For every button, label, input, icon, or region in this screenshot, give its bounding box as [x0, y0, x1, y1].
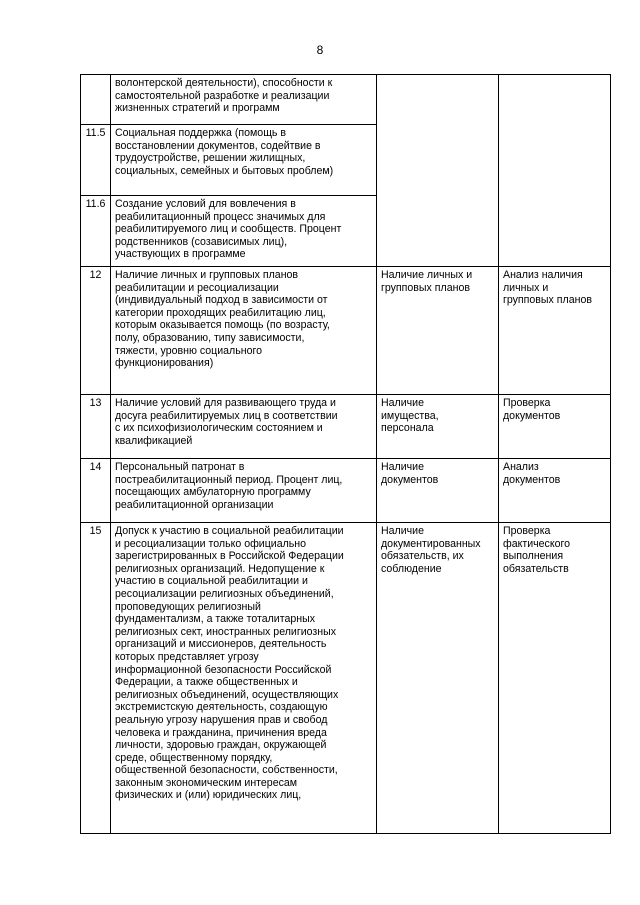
cell-line: Персональный патронат в	[115, 461, 245, 473]
table-row	[81, 267, 611, 395]
cell-line: личных и	[503, 281, 549, 294]
cell-line: Наличие личных и групповых планов	[115, 269, 299, 281]
cell-line: Допуск к участию в социальной реабилитации	[115, 525, 344, 537]
cell-line: Проверка	[503, 397, 551, 409]
cell-line: среде, общественному порядку,	[115, 751, 273, 764]
cell-line: документированных	[381, 537, 481, 550]
row-number: 15	[81, 523, 111, 834]
criterion-description	[111, 125, 377, 196]
cell-line: посещающих амбулаторную программу	[115, 486, 311, 499]
row-number: 13	[81, 395, 111, 459]
row-number: 12	[81, 267, 111, 395]
cell-line: (индивидуальный подход в зависимости от	[115, 294, 328, 307]
cell-line: полу, образованию, типу зависимости,	[115, 331, 305, 344]
cell-line: групповых планов	[381, 281, 470, 294]
cell-line: волонтерской деятельности), способности к	[115, 77, 333, 89]
cell-line: жизненных стратегий и программ	[115, 102, 280, 115]
cell-line: общественной безопасности, собственности,	[115, 764, 338, 777]
criterion-description	[111, 267, 377, 395]
criterion-indicator	[377, 459, 499, 523]
cell-line: документов	[503, 409, 561, 422]
cell-line: Наличие	[381, 397, 424, 409]
cell-line: личности, здоровью граждан, окружающей	[115, 739, 327, 752]
cell-line: Социальная поддержка (помощь в	[115, 127, 287, 139]
row-number: 11.6	[81, 196, 111, 267]
criterion-indicator	[377, 267, 499, 395]
cell-line: Федерации, а также общественных и	[115, 676, 298, 689]
cell-line: экстремистскую деятельность, создающую	[115, 701, 328, 714]
evaluation-method	[499, 267, 611, 395]
cell-line: реабилитационный процесс значимых для	[115, 210, 326, 223]
criterion-description	[111, 395, 377, 459]
criterion-description	[111, 75, 377, 125]
cell-line: трудоустройстве, решении жилищных,	[115, 152, 306, 165]
cell-line: фактического	[503, 537, 571, 550]
cell-line: Анализ	[503, 461, 539, 473]
cell-line: соблюдение	[381, 562, 442, 575]
cell-line: восстановлении документов, содейтвие в	[115, 139, 321, 152]
cell-line: Наличие личных и	[381, 269, 473, 281]
cell-line: человека и гражданина, причинения вреда	[115, 726, 327, 739]
table-row	[81, 459, 611, 523]
cell-line: самостоятельной разработке и реализации	[115, 89, 330, 102]
table-row	[81, 523, 611, 834]
cell-line: реабилитации и ресоциализации	[115, 281, 279, 294]
cell-line: обязательств	[503, 562, 569, 575]
cell-line: религиозных объединений, осуществляющих	[115, 688, 339, 701]
criteria-table	[80, 74, 611, 834]
cell-line: функционирования)	[115, 357, 214, 370]
cell-line: Наличие	[381, 461, 424, 473]
cell-line: Анализ наличия	[503, 269, 583, 281]
cell-line: зарегистрированных в Российской Федерации	[115, 550, 344, 563]
cell-line: Наличие	[381, 525, 424, 537]
criterion-indicator-empty	[377, 75, 499, 267]
table-row	[81, 75, 611, 125]
cell-line: ресоциализации религиозных объединений,	[115, 587, 334, 600]
cell-line: Проверка	[503, 525, 551, 537]
evaluation-method	[499, 395, 611, 459]
cell-line: имущества,	[381, 409, 439, 422]
cell-line: реабилитационной организации	[115, 498, 274, 511]
cell-line: выполнения	[503, 550, 564, 563]
cell-line: реальную угрозу нарушения прав и свобод	[115, 713, 328, 726]
criterion-description	[111, 459, 377, 523]
cell-line: участвующих в программе	[115, 248, 246, 261]
cell-line: досуга реабилитируемых лиц в соответствии	[115, 409, 338, 422]
cell-line: документов	[503, 473, 561, 486]
cell-line: реабилитируемого лиц и сообществ. Процент	[115, 223, 342, 236]
cell-line: постреабилитационный период. Процент лиц,	[115, 473, 343, 486]
cell-line: групповых планов	[503, 294, 592, 307]
criterion-indicator	[377, 395, 499, 459]
page-number: 8	[316, 43, 324, 57]
cell-line: социальных, семейных и бытовых проблем)	[115, 164, 334, 177]
row-number: 11.5	[81, 125, 111, 196]
cell-line: категории проходящих реабилитацию лиц,	[115, 306, 326, 319]
evaluation-method	[499, 459, 611, 523]
cell-line: религиозных сект, иностранных религиозных	[115, 625, 337, 638]
cell-line: Наличие условий для развивающего труда и	[115, 397, 336, 409]
evaluation-method	[499, 523, 611, 834]
cell-line: которых представляет угрозу	[115, 650, 259, 663]
cell-line: с их психофизиологическим состоянием и	[115, 422, 323, 435]
cell-line: информационной безопасности Российской	[115, 663, 332, 676]
cell-line: и ресоциализации только официально	[115, 537, 307, 550]
cell-line: участию в социальной реабилитации и	[115, 575, 308, 588]
cell-line: обязательств, их	[381, 550, 464, 563]
criterion-description	[111, 523, 377, 834]
evaluation-method-empty	[499, 75, 611, 267]
criterion-description	[111, 196, 377, 267]
cell-line: квалификацией	[115, 434, 193, 447]
cell-line: которым оказывается помощь (по возрасту,	[115, 319, 330, 332]
cell-line: документов	[381, 473, 439, 486]
cell-line: организаций и миссионеров, деятельность	[115, 638, 327, 651]
row-number	[81, 75, 111, 125]
cell-line: тяжести, уровню социального	[115, 344, 262, 357]
table-row	[81, 395, 611, 459]
cell-line: религиозных организаций. Недопущение к	[115, 562, 325, 575]
cell-line: физических и (или) юридических лиц,	[115, 789, 302, 802]
cell-line: родственников (созависимых лиц),	[115, 235, 288, 248]
row-number: 14	[81, 459, 111, 523]
cell-line: персонала	[381, 422, 434, 435]
criterion-indicator	[377, 523, 499, 834]
cell-line: Создание условий для вовлечения в	[115, 198, 296, 210]
cell-line: фундаментализм, а также тоталитарных	[115, 613, 316, 626]
cell-line: проповедующих религиозный	[115, 600, 261, 613]
cell-line: законным экономическим интересам	[115, 776, 298, 789]
